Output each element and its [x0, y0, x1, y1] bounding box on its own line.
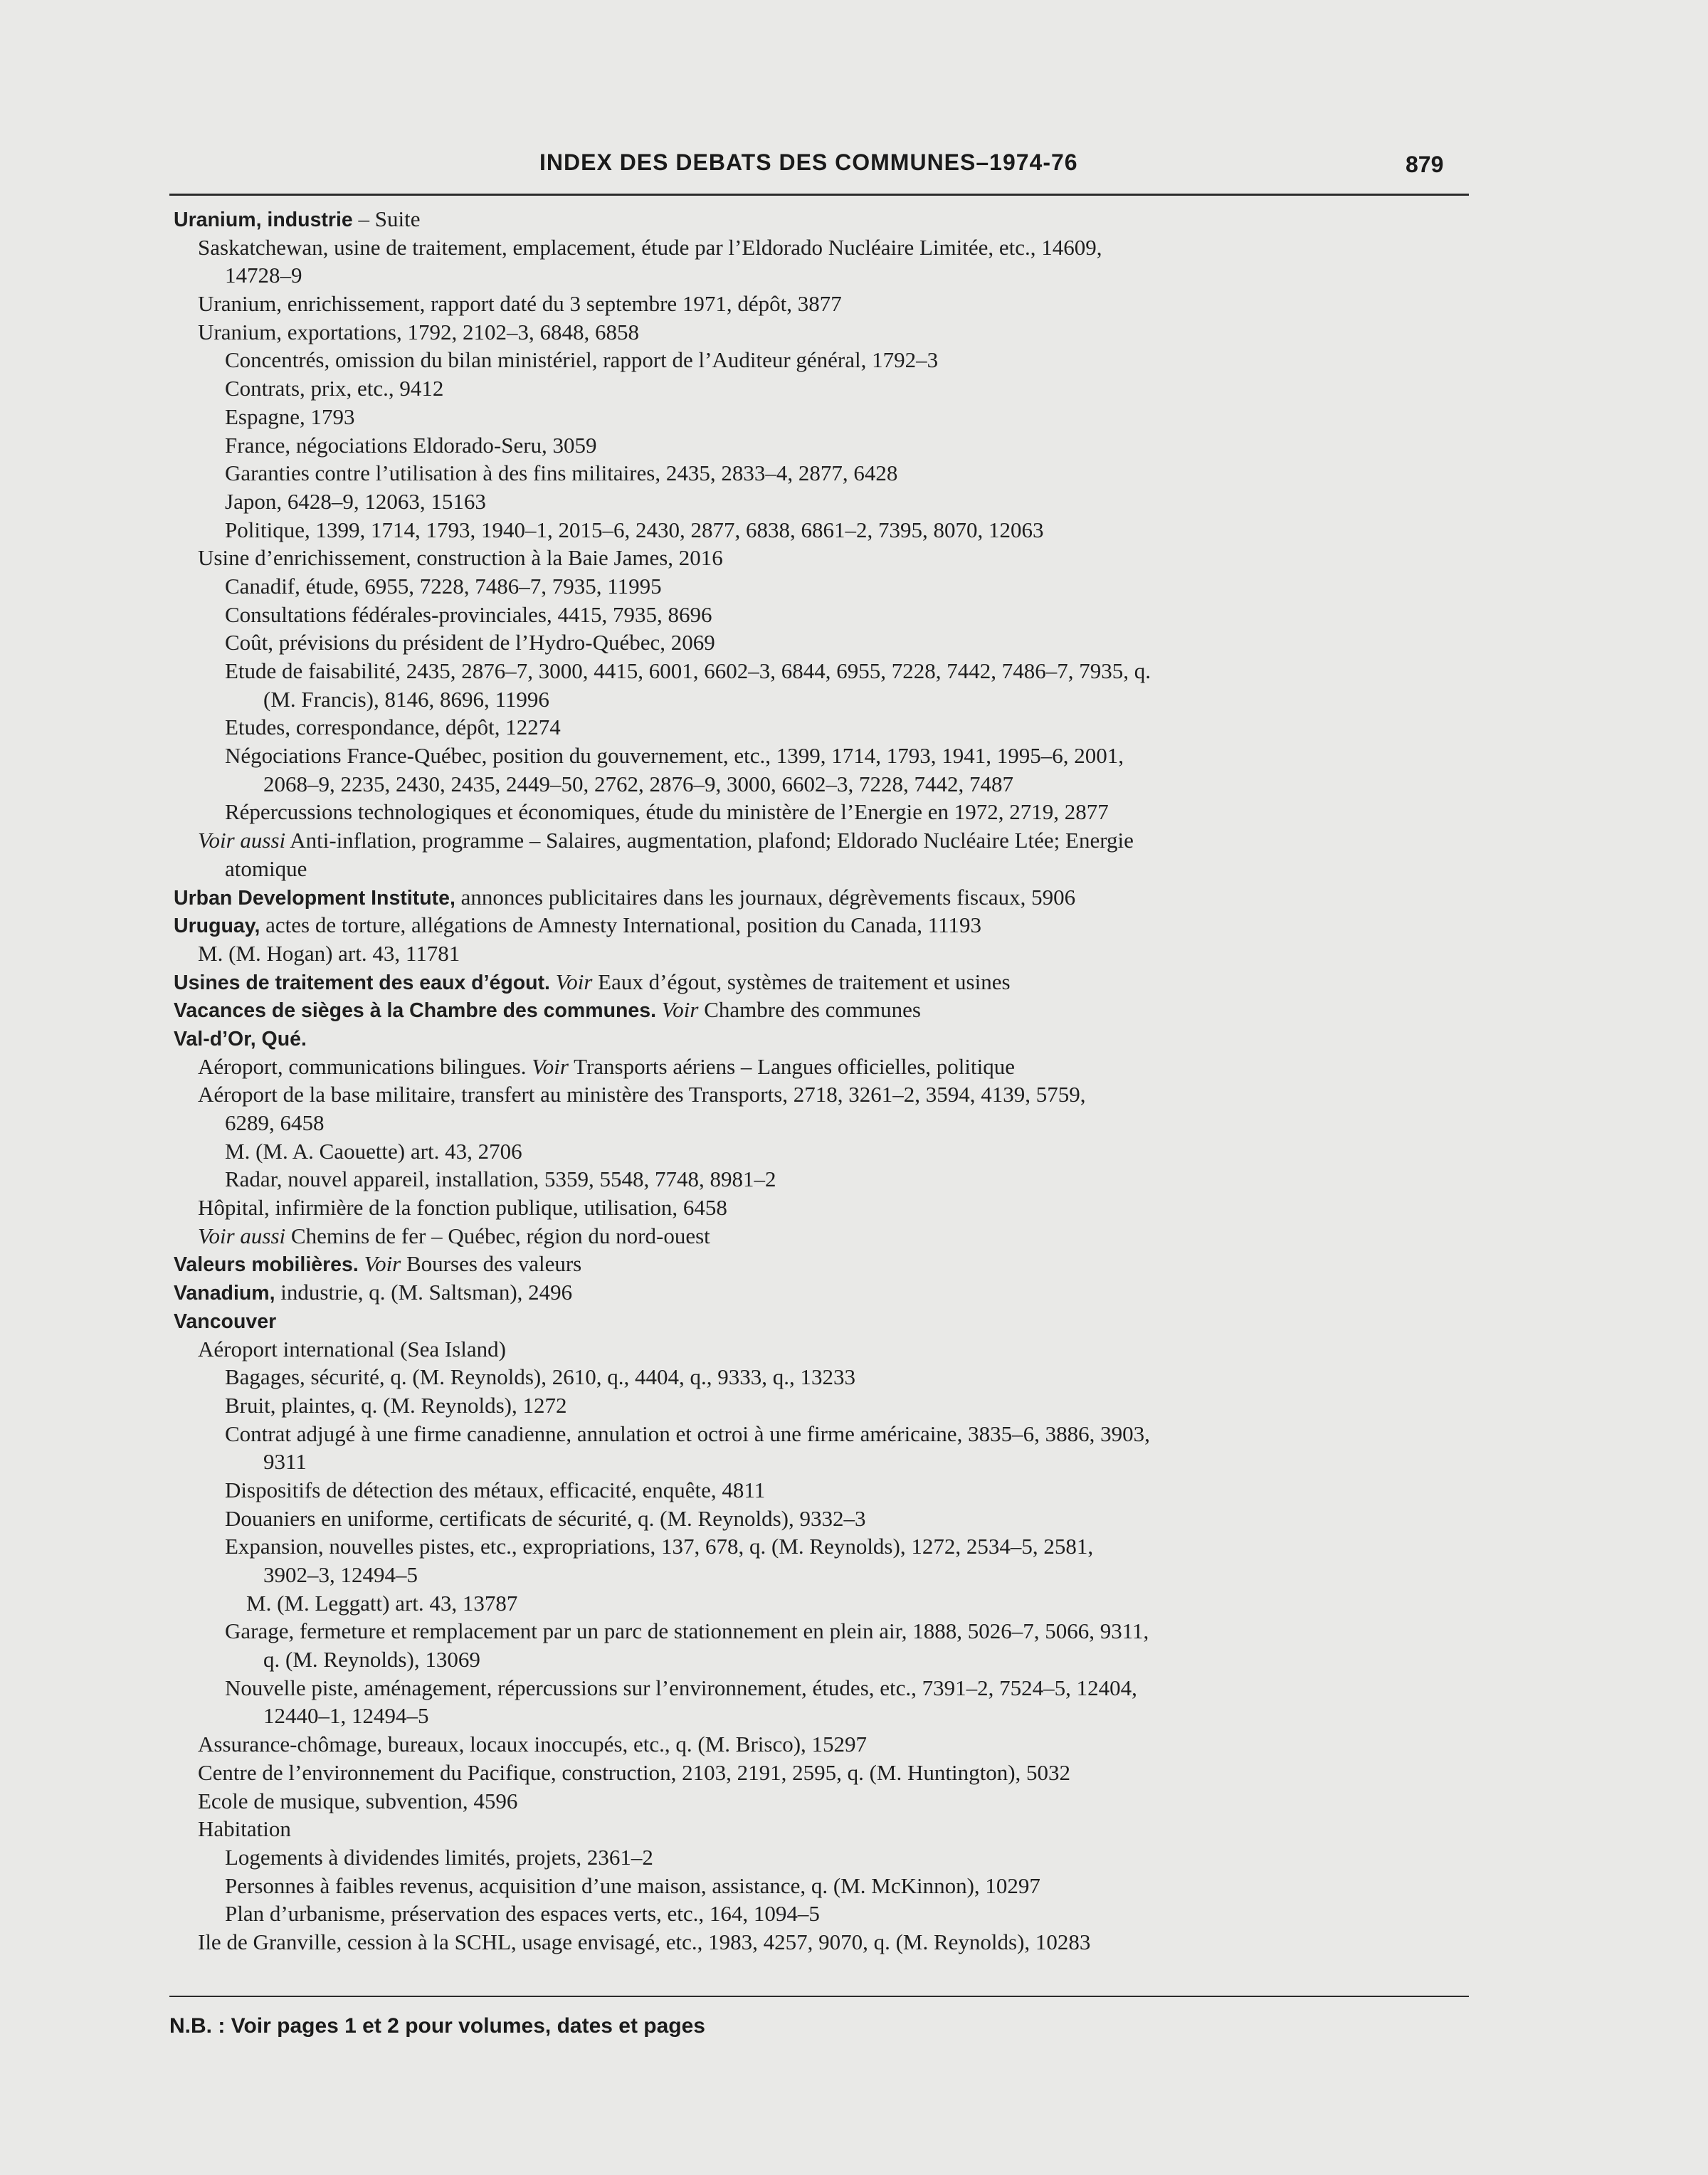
entry-text: 2068–9, 2235, 2430, 2435, 2449–50, 2762, 2876–9, 3000, 6602–3, 7228, 7442, 7487 [263, 771, 1013, 796]
entry-text: Uranium, enrichissement, rapport daté du 3 septembre 1971, dépôt, 3877 [198, 291, 842, 317]
index-entry-line [169, 1053, 1469, 1081]
index-entry-line [169, 1589, 1469, 1618]
entry-text: Chambre des communes [698, 997, 921, 1023]
index-entry-line [169, 261, 1469, 290]
index-entry-line [169, 1815, 1469, 1843]
index-heading-line [169, 911, 1469, 939]
index-entry-line [169, 601, 1469, 629]
index-entry-line [169, 1617, 1469, 1645]
entry-text: Expansion, nouvelles pistes, etc., expropriations, 137, 678, q. (M. Reynolds), 1272, 2534–5, 2581, [225, 1534, 1094, 1559]
index-entry-line [169, 516, 1469, 544]
entry-text: Usine d’enrichissement, construction à la Baie James, 2016 [198, 545, 723, 571]
index-entry-line [169, 1391, 1469, 1420]
index-entry-line [169, 939, 1469, 968]
entry-text: Répercussions technologiques et économiques, étude du ministère de l’Energie en 1972, 2719, 2877 [225, 799, 1109, 825]
index-entry-line [169, 233, 1469, 262]
entry-text: Uranium, exportations, 1792, 2102–3, 6848, 6858 [198, 319, 639, 344]
entry-text: (M. Francis), 8146, 8696, 11996 [263, 686, 549, 712]
footer-note: N.B. : Voir pages 1 et 2 pour volumes, dates et pages [169, 2014, 705, 2038]
index-entry-line [169, 826, 1469, 855]
entry-text: Garanties contre l’utilisation à des fins militaires, 2435, 2833–4, 2877, 6428 [225, 460, 898, 486]
index-entry-line [169, 685, 1469, 714]
entry-text: 3902–3, 12494–5 [263, 1562, 418, 1587]
entry-text [656, 997, 662, 1022]
entry-text: Assurance-chômage, bureaux, locaux inoccupés, etc., q. (M. Brisco), 15297 [198, 1732, 868, 1757]
entry-text: annonces publicitaires dans les journaux, dégrèvements fiscaux, 5906 [455, 884, 1076, 910]
index-entry-line [169, 1420, 1469, 1448]
index-entry-line [169, 1476, 1469, 1505]
index-heading-line [169, 1024, 1469, 1053]
index-heading-line [169, 1250, 1469, 1278]
entry-text: Négociations France-Québec, position du gouvernement, etc., 1399, 1714, 1793, 1941, 1995–6, 2001, [225, 743, 1124, 769]
entry-text: actes de torture, allégations de Amnesty International, position du Canada, 11193 [260, 912, 981, 938]
entry-text: Chemins de fer – Québec, région du nord-ouest [285, 1223, 710, 1248]
index-entry-line [169, 1109, 1469, 1137]
index-entry-line [169, 628, 1469, 657]
index-entry-line [169, 1900, 1469, 1928]
entry-heading-text: Urban Development Institute, [174, 886, 455, 910]
index-entry-line [169, 1080, 1469, 1109]
entry-text: Hôpital, infirmière de la fonction publique, utilisation, 6458 [198, 1195, 727, 1221]
entry-text: Saskatchewan, usine de traitement, emplacement, étude par l’Eldorado Nucléaire Limitée, etc., 14609, [198, 234, 1102, 260]
cross-reference-text: Voir [555, 969, 593, 994]
index-entry-line [169, 488, 1469, 516]
entry-heading-text: Usines de traitement des eaux d’égout. [174, 971, 550, 994]
entry-text: Ecole de musique, subvention, 4596 [198, 1788, 518, 1813]
entry-text: Canadif, étude, 6955, 7228, 7486–7, 7935, 11995 [225, 573, 662, 599]
entry-text: Garage, fermeture et remplacement par un parc de stationnement en plein air, 1888, 5026–7, 5066, 9311, [225, 1618, 1149, 1644]
cross-reference-text: Voir [532, 1053, 569, 1079]
entry-text: – Suite [352, 206, 421, 231]
index-entry-line [169, 798, 1469, 826]
entry-text: Etudes, correspondance, dépôt, 12274 [225, 715, 561, 740]
index-entry-line [169, 1759, 1469, 1787]
entry-heading-text: Vancouver [174, 1310, 277, 1333]
entry-text: 9311 [263, 1449, 307, 1475]
entry-text: Centre de l’environnement du Pacifique, construction, 2103, 2191, 2595, q. (M. Huntington), 5032 [198, 1759, 1071, 1785]
entry-text: Coût, prévisions du président de l’Hydro-Québec, 2069 [225, 630, 715, 655]
entry-text: Concentrés, omission du bilan ministériel, rapport de l’Auditeur général, 1792–3 [225, 347, 939, 373]
index-entry-line [169, 657, 1469, 685]
index-entry-line [169, 1137, 1469, 1166]
entry-text: M. (M. Leggatt) art. 43, 13787 [246, 1590, 518, 1616]
footer-rule [169, 1996, 1469, 1997]
entry-text: Anti-inflation, programme – Salaires, augmentation, plafond; Eldorado Nucléaire Ltée; Energie [285, 828, 1134, 853]
entry-text: q. (M. Reynolds), 13069 [263, 1647, 480, 1673]
entry-text: Consultations fédérales-provinciales, 4415, 7935, 8696 [225, 601, 712, 627]
index-entry-line [169, 1505, 1469, 1533]
entry-text: Bagages, sécurité, q. (M. Reynolds), 2610, q., 4404, q., 9333, q., 13233 [225, 1364, 855, 1390]
entry-text: 12440–1, 12494–5 [263, 1703, 429, 1729]
header-rule [169, 194, 1469, 196]
entry-text: Espagne, 1793 [225, 404, 355, 429]
page-number: 879 [1406, 152, 1444, 177]
index-entry-line [169, 770, 1469, 799]
entry-text: Aéroport, communications bilingues. [198, 1053, 532, 1079]
index-entry-line [169, 1561, 1469, 1589]
entry-heading-text: Uranium, industrie [174, 209, 353, 231]
entry-heading-text: Val-d’Or, Qué. [174, 1027, 307, 1050]
index-entry-line [169, 1843, 1469, 1872]
index-heading-line [169, 968, 1469, 996]
index-entry-line [169, 1363, 1469, 1391]
index-entry-line [169, 374, 1469, 403]
entry-text: Japon, 6428–9, 12063, 15163 [225, 488, 486, 514]
entry-text: Aéroport de la base militaire, transfert au ministère des Transports, 2718, 3261–2, 3594, 4139, 5759, [198, 1082, 1086, 1107]
index-entry-line [169, 1674, 1469, 1702]
entry-text: 14728–9 [225, 263, 302, 288]
entry-text: Nouvelle piste, aménagement, répercussions sur l’environnement, études, etc., 7391–2, 7524–5, 12404, [225, 1675, 1137, 1700]
index-entry-line [169, 544, 1469, 572]
entry-text: industrie, q. (M. Saltsman), 2496 [275, 1280, 573, 1305]
entry-heading-text: Vanadium, [174, 1282, 275, 1305]
index-heading-line [169, 1307, 1469, 1335]
index-entry-line [169, 346, 1469, 374]
page-header-title: INDEX DES DEBATS DES COMMUNES–1974-76 [539, 149, 1078, 175]
entry-heading-text: Valeurs mobilières. [174, 1253, 359, 1277]
index-entry-line [169, 1194, 1469, 1222]
index-entry-line [169, 403, 1469, 431]
entry-text: France, négociations Eldorado-Seru, 3059 [225, 432, 597, 458]
index-entry-line [169, 1222, 1469, 1250]
index-entry-line [169, 1165, 1469, 1194]
entry-text: Bruit, plaintes, q. (M. Reynolds), 1272 [225, 1392, 567, 1418]
index-entry-line [169, 1645, 1469, 1674]
entry-text: Transports aériens – Langues officielles, politique [568, 1053, 1015, 1079]
index-entry-line [169, 713, 1469, 742]
index-entry-line [169, 1532, 1469, 1561]
entry-text: Aéroport international (Sea Island) [198, 1336, 506, 1362]
entry-text: Radar, nouvel appareil, installation, 5359, 5548, 7748, 8981–2 [225, 1167, 776, 1192]
entry-text [550, 969, 556, 994]
index-entry-line [169, 572, 1469, 601]
entry-text: M. (M. A. Caouette) art. 43, 2706 [225, 1138, 522, 1164]
entry-text: 6289, 6458 [225, 1110, 325, 1135]
entry-text: Logements à dividendes limités, projets, 2361–2 [225, 1844, 653, 1870]
index-entry-line [169, 1928, 1469, 1957]
index-entry-line [169, 1872, 1469, 1900]
cross-reference-text: Voir [364, 1251, 401, 1277]
entry-text: Douaniers en uniforme, certificats de sécurité, q. (M. Reynolds), 9332–3 [225, 1505, 866, 1531]
entry-text: Plan d’urbanisme, préservation des espaces verts, etc., 164, 1094–5 [225, 1901, 820, 1927]
index-entry-line [169, 1730, 1469, 1759]
entry-text: Habitation [198, 1816, 291, 1842]
entry-text: atomique [225, 855, 307, 881]
entry-text: Bourses des valeurs [401, 1251, 582, 1277]
entry-heading-text: Uruguay, [174, 915, 260, 938]
index-heading-line [169, 883, 1469, 912]
index-entry-line [169, 855, 1469, 883]
cross-reference-text: Voir aussi [198, 828, 286, 853]
entry-text: Ile de Granville, cession à la SCHL, usage envisagé, etc., 1983, 4257, 9070, q. (M. Reynolds), 10283 [198, 1929, 1091, 1954]
index-entry-line [169, 1702, 1469, 1730]
entry-text: Personnes à faibles revenus, acquisition d’une maison, assistance, q. (M. McKinnon), 10297 [225, 1873, 1040, 1898]
entry-text [359, 1251, 364, 1276]
cross-reference-text: Voir aussi [198, 1223, 286, 1248]
index-entry-line [169, 431, 1469, 460]
index-entry-line [169, 1787, 1469, 1816]
index-entry-line [169, 1448, 1469, 1476]
entry-heading-text: Vacances de sièges à la Chambre des communes. [174, 999, 657, 1023]
index-entry-line [169, 318, 1469, 347]
index-entry-line [169, 742, 1469, 770]
cross-reference-text: Voir [661, 997, 699, 1023]
entry-text: Contrat adjugé à une firme canadienne, annulation et octroi à une firme américaine, 3835–6, 3886, 3903, [225, 1421, 1150, 1446]
index-entry-line [169, 290, 1469, 318]
index-entry-line [169, 1335, 1469, 1364]
entry-text: Dispositifs de détection des métaux, efficacité, enquête, 4811 [225, 1477, 766, 1502]
entry-text: Contrats, prix, etc., 9412 [225, 376, 444, 401]
entry-text: Politique, 1399, 1714, 1793, 1940–1, 2015–6, 2430, 2877, 6838, 6861–2, 7395, 8070, 12063 [225, 517, 1044, 542]
entry-text: Eaux d’égout, systèmes de traitement et usines [592, 969, 1011, 994]
entry-text: Etude de faisabilité, 2435, 2876–7, 3000, 4415, 6001, 6602–3, 6844, 6955, 7228, 7442, 7486–7, 7935, q. [225, 658, 1151, 683]
entry-text: M. (M. Hogan) art. 43, 11781 [198, 940, 460, 966]
index-heading-line [169, 205, 1469, 233]
index-entries [169, 205, 1469, 1957]
index-entry-line [169, 459, 1469, 488]
index-heading-line [169, 1278, 1469, 1307]
index-heading-line [169, 996, 1469, 1024]
